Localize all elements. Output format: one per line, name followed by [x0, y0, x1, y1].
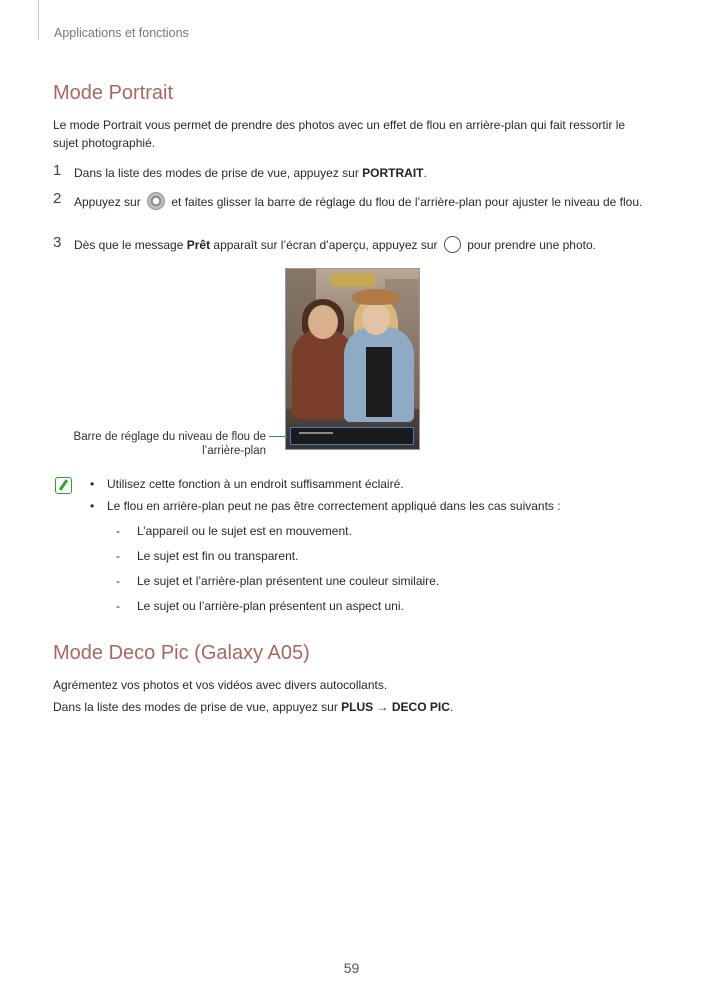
- blur-slider-callout: Barre de réglage du niveau de flou de l’arrière-plan: [73, 431, 266, 457]
- ready-badge: [330, 273, 376, 287]
- section-header: Applications et fonctions: [54, 26, 189, 40]
- deco-intro: Agrémentez vos photos et vos vidéos avec divers autocollants.: [53, 678, 388, 692]
- portrait-example-photo: [285, 268, 420, 450]
- step-number: 1: [53, 162, 62, 179]
- callout-line: [269, 436, 287, 437]
- step-text: Dans la liste des modes de prise de vue, appuyez sur PORTRAIT.: [74, 166, 427, 180]
- step-text: Dès que le message Prêt apparaît sur l’écran d’aperçu, appuyez sur pour prendre une photo.: [74, 238, 596, 252]
- page-number: 59: [343, 960, 360, 976]
- deco-pic-title: Mode Deco Pic (Galaxy A05): [53, 642, 310, 664]
- portrait-mode-label: PORTRAIT: [362, 166, 424, 180]
- deco-instruction: Dans la liste des modes de prise de vue, appuyez sur PLUS → DECO PIC.: [53, 700, 454, 714]
- step-number: 2: [53, 190, 62, 207]
- plus-label: PLUS: [341, 700, 374, 714]
- portrait-intro: Le mode Portrait vous permet de prendre des photos avec un effet de flou en arrière-plan qui fait ressortir le sujet photographié.: [53, 118, 626, 150]
- shutter-icon: [444, 236, 461, 253]
- note-icon: [55, 477, 72, 494]
- blur-settings-icon: [147, 192, 165, 210]
- deco-pic-label: DECO PIC: [391, 700, 450, 714]
- ready-message-label: Prêt: [186, 238, 211, 252]
- blur-slider-bar[interactable]: [290, 427, 414, 445]
- step-text: Appuyez sur et faites glisser la barre de réglage du flou de l’arrière-plan pour ajuster le niveau de flou.: [74, 192, 644, 211]
- portrait-title: Mode Portrait: [53, 82, 174, 104]
- step-number: 3: [53, 234, 62, 251]
- header-rule: [38, 0, 39, 40]
